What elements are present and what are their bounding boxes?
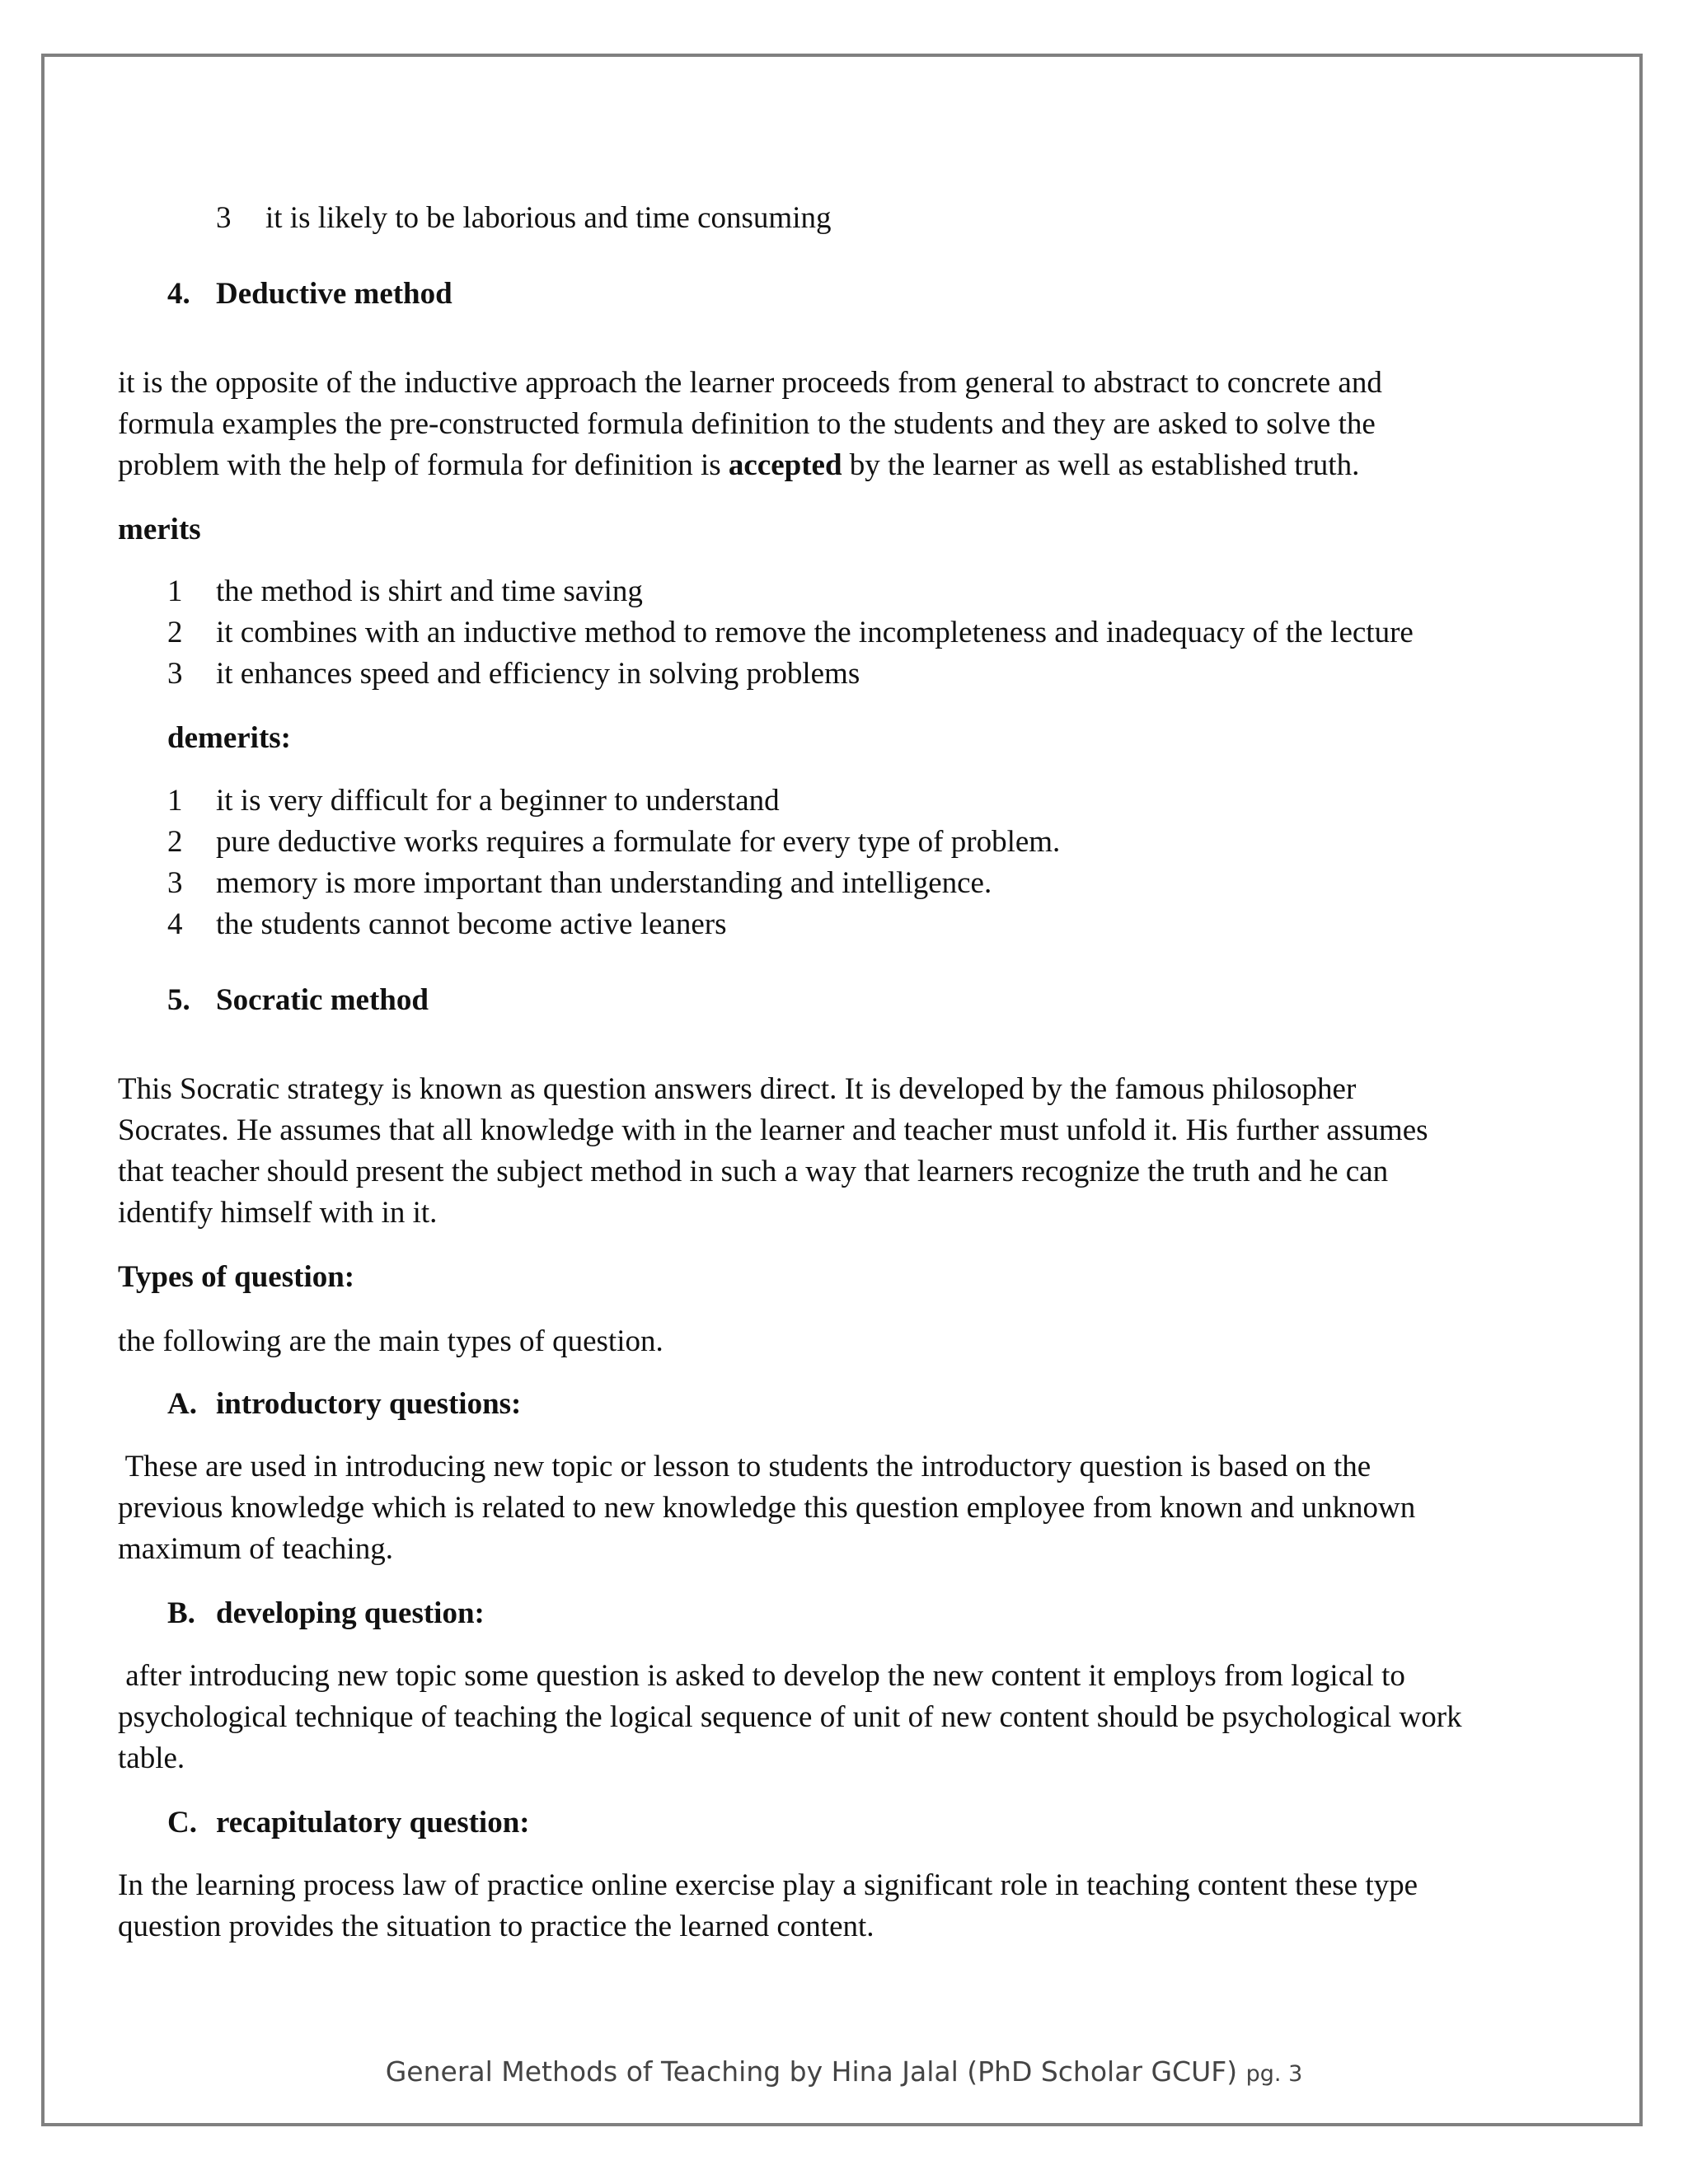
paragraph-line: psychological technique of teaching the logical sequence of unit of new content should be psychological work	[118, 1700, 1462, 1734]
list-item-text: the students cannot become active leaners	[216, 907, 727, 941]
paragraph-line: In the learning process law of practice online exercise play a significant role in teaching content these type	[118, 1868, 1418, 1902]
types-heading: Types of question:	[118, 1260, 355, 1294]
types-intro: the following are the main types of question.	[118, 1324, 663, 1358]
type-letter: B.	[167, 1596, 195, 1630]
list-item-text: pure deductive works requires a formulate for every type of problem.	[216, 825, 1061, 859]
list-number: 2	[167, 825, 183, 859]
list-item-text: memory is more important than understanding and intelligence.	[216, 866, 992, 900]
list-item-text: it is likely to be laborious and time consuming	[265, 201, 832, 235]
list-item-text: it combines with an inductive method to remove the incompleteness and inadequacy of the lecture	[216, 616, 1414, 649]
list-item-text: it is very difficult for a beginner to understand	[216, 784, 780, 818]
paragraph-line: These are used in introducing new topic or lesson to students the introductory question is based on the	[118, 1450, 1372, 1483]
section-heading: Deductive method	[216, 277, 452, 311]
page-footer	[0, 2055, 1688, 2091]
section-heading: Socratic method	[216, 983, 429, 1017]
paragraph-line: table.	[118, 1741, 185, 1775]
paragraph-line: after introducing new topic some question is asked to develop the new content it employs from logical to	[118, 1659, 1405, 1693]
list-item-text: the method is shirt and time saving	[216, 574, 643, 608]
list-number: 3	[216, 201, 232, 235]
section-number: 4.	[167, 277, 190, 311]
demerits-label: demerits:	[167, 721, 291, 755]
paragraph-line: identify himself with in it.	[118, 1196, 438, 1230]
list-number: 3	[167, 657, 183, 691]
list-number: 4	[167, 907, 183, 941]
paragraph-line: formula examples the pre-constructed formula definition to the students and they are asked to solve the	[118, 407, 1376, 441]
paragraph-line: This Socratic strategy is known as question answers direct. It is developed by the famous philosopher	[118, 1072, 1357, 1106]
merits-label: merits	[118, 513, 201, 546]
footer-text: General Methods of Teaching by Hina Jalal (PhD Scholar GCUF)	[385, 2055, 1238, 2088]
type-letter: C.	[167, 1806, 197, 1840]
type-letter: A.	[167, 1387, 197, 1421]
list-number: 1	[167, 574, 183, 608]
type-title: recapitulatory question:	[216, 1806, 530, 1840]
type-title: introductory questions:	[216, 1387, 522, 1421]
list-item-text: it enhances speed and efficiency in solving problems	[216, 657, 860, 691]
paragraph-line: question provides the situation to practice the learned content.	[118, 1910, 874, 1943]
list-number: 3	[167, 866, 183, 900]
page-number: pg. 3	[1245, 2061, 1303, 2087]
paragraph-line: it is the opposite of the inductive approach the learner proceeds from general to abstract to concrete and	[118, 366, 1382, 400]
type-title: developing question:	[216, 1596, 485, 1630]
paragraph-line: problem with the help of formula for definition is accepted by the learner as well as established truth.	[118, 448, 1360, 482]
list-number: 2	[167, 616, 183, 649]
section-number: 5.	[167, 983, 190, 1017]
list-number: 1	[167, 784, 183, 818]
paragraph-line: Socrates. He assumes that all knowledge with in the learner and teacher must unfold it. His further assumes	[118, 1113, 1428, 1147]
paragraph-line: previous knowledge which is related to new knowledge this question employee from known and unknown	[118, 1491, 1416, 1525]
paragraph-line: that teacher should present the subject method in such a way that learners recognize the truth and he can	[118, 1155, 1389, 1188]
paragraph-line: maximum of teaching.	[118, 1532, 393, 1566]
